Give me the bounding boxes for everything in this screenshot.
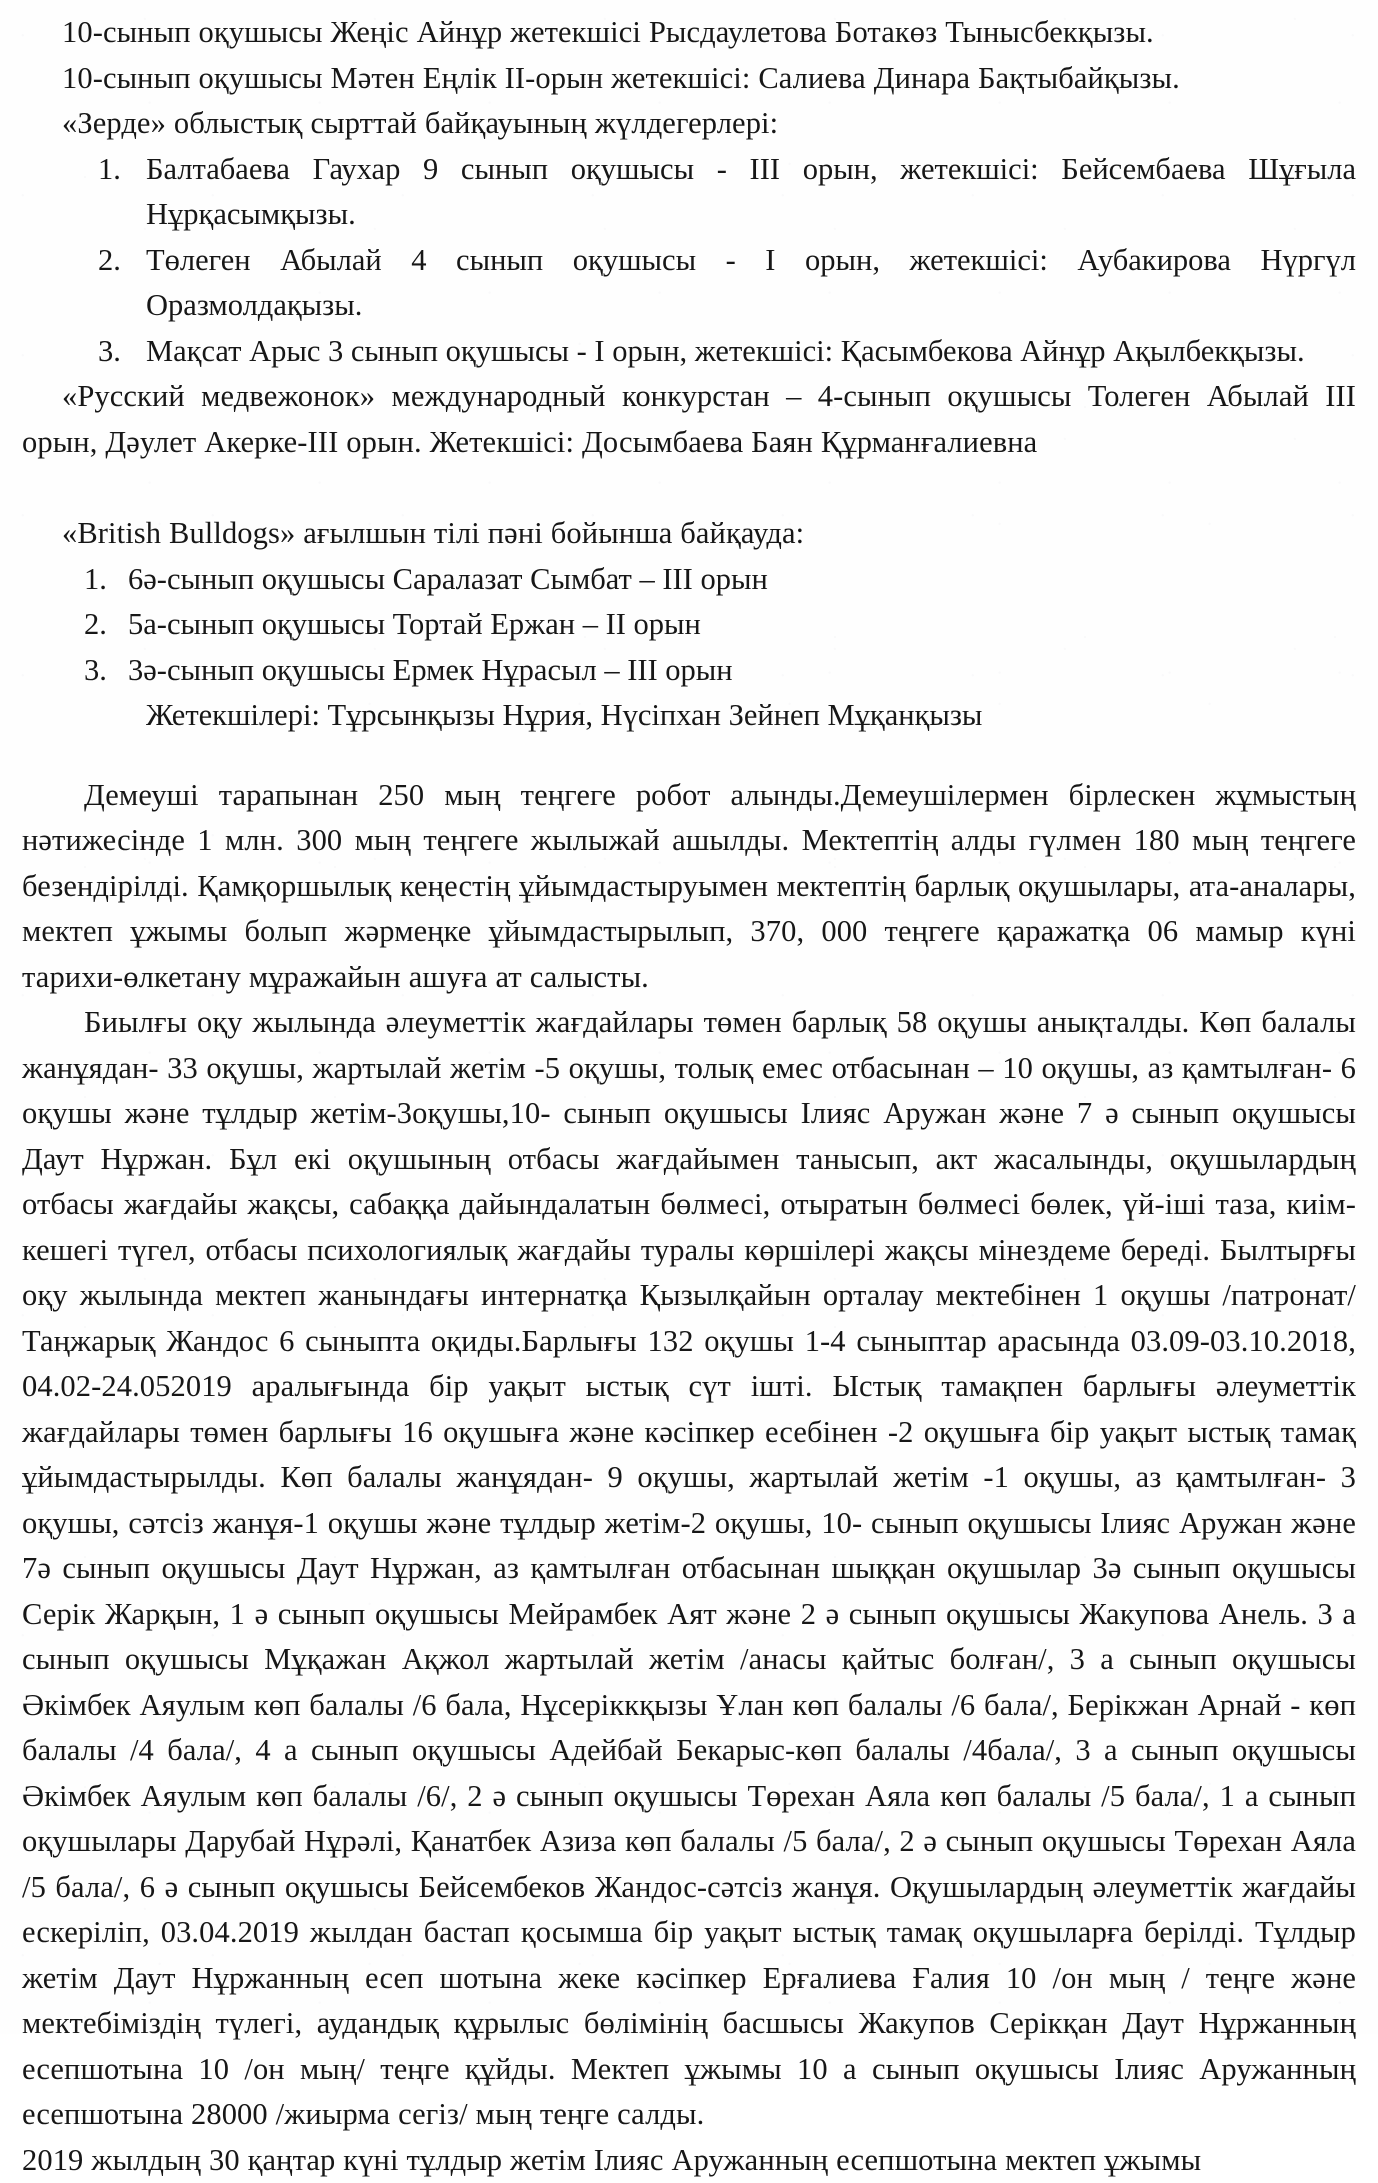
russian-bear-paragraph: «Русский медвежонок» международный конкурстан – 4-сынып оқушысы Толеген Абылай III орын, Дәулет Акерке-III орын. Жетекшісі: Досымбаева Баян Құрманғалиевна <box>22 374 1356 465</box>
list-item-text: 3ә-сынып оқушысы Ермек Нұрасыл – III орын <box>128 653 733 687</box>
list-item <box>22 238 1356 329</box>
list-item-number: 2. <box>84 602 130 648</box>
list-item-number: 2. <box>98 238 144 284</box>
header-line-2: 10-сынып оқушысы Мәтен Еңлік II-орын жетекшісі: Салиева Динара Бақтыбайқызы. <box>22 56 1356 102</box>
british-bulldogs-heading: «British Bulldogs» ағылшын тілі пәні бойынша байқауда: <box>22 511 1356 557</box>
list-item-text: 6ә-сынып оқушысы Саралазат Сымбат – III орын <box>128 562 768 596</box>
paragraph-last-cut-off: 2019 жылдың 30 қаңтар күні тұлдыр жетім Ілияс Аружанның есепшотына мектеп ұжымы <box>22 2138 1356 2183</box>
list-item-number: 1. <box>98 147 144 193</box>
section-spacer <box>22 739 1356 773</box>
zerde-heading: «Зерде» облыстық сырттай байқауының жүлдегерлері: <box>22 101 1356 147</box>
list-item-number: 3. <box>84 648 130 694</box>
british-bulldogs-supervisors: Жетекшілері: Тұрсынқызы Нұрия, Нүсіпхан Зейнеп Мұқанқызы <box>22 693 1356 739</box>
list-item <box>22 602 1356 648</box>
list-item-text: Балтабаева Гаухар 9 сынып оқушысы - III орын, жетекшісі: Бейсембаева Шұғыла Нұрқасымқызы. <box>146 152 1356 232</box>
list-item <box>22 147 1356 238</box>
header-line-1: 10-сынып оқушысы Жеңіс Айнұр жетекшісі Рысдаулетова Ботакөз Тынысбекқызы. <box>22 10 1356 56</box>
zerde-winners-list <box>22 147 1356 375</box>
list-item-number: 1. <box>84 557 130 603</box>
list-item <box>22 557 1356 603</box>
list-item <box>22 648 1356 694</box>
list-item-number: 3. <box>98 329 144 375</box>
list-item-text: Мақсат Арыс 3 сынып оқушысы - I орын, жетекшісі: Қасымбекова Айнұр Ақылбекқызы. <box>146 334 1305 368</box>
section-spacer <box>22 465 1356 511</box>
british-bulldogs-list <box>22 557 1356 694</box>
list-item <box>22 329 1356 375</box>
list-item-text: 5а-сынып оқушысы Тортай Ержан – II орын <box>128 607 701 641</box>
paragraph-sponsor: Демеуші тарапынан 250 мың теңгеге робот алынды.Демеушілермен бірлескен жұмыстың нәтижесінде 1 млн. 300 мың теңгеге жылыжай ашылды. Мектептің алды гүлмен 180 мың теңгеге безендірілді. Қамқоршылық кеңестің ұйымдастыруымен мектептің барлық оқушылары, ата-аналары, мектеп ұжымы болып жәрмеңке ұйымдастырылып, 370, 000 теңгеге қаражатқа 06 мамыр күні тарихи-өлкетану мұражайын ашуға ат салысты. <box>22 773 1356 1001</box>
list-item-text: Төлеген Абылай 4 сынып оқушысы - I орын, жетекшісі: Аубакирова Нүргүл Оразмолдақызы. <box>146 243 1356 323</box>
paragraph-social-conditions: Биылғы оқу жылында әлеуметтік жағдайлары төмен барлық 58 оқушы анықталды. Көп балалы жанұядан- 33 оқушы, жартылай жетім -5 оқушы, толық емес отбасынан – 10 оқушы, аз қамтылған- 6 оқушы және тұлдыр жетім-3оқушы,10- сынып оқушысы Ілияс Аружан және 7 ә сынып оқушысы Даут Нұржан. Бұл екі оқушының отбасы жағдайымен танысып, акт жасалынды, оқушылардың отбасы жағдайы жақсы, сабаққа дайындалатын бөлмесі, отыратын бөлмесі бөлек, үй-іші таза, киім-кешегі түгел, отбасы психологиялық жағдайы туралы көршілері жақсы мінездеме береді. Былтырғы оқу жылында мектеп жанындағы интернатқа Қызылқайын орталау мектебінен 1 оқушы /патронат/ Таңжарық Жандос 6 сыныпта оқиды.Барлығы 132 оқушы 1-4 сыныптар арасында 03.09-03.10.2018, 04.02-24.052019 аралығында бір уақыт ыстық сүт ішті. Ыстық тамақпен барлығы әлеуметтік жағдайлары төмен барлығы 16 оқушыға және кәсіпкер есебінен -2 оқушыға бір уақыт ыстық тамақ ұйымдастырылды. Көп балалы жанұядан- 9 оқушы, жартылай жетім -1 оқушы, аз қамтылған- 3 оқушы, сәтсіз жанұя-1 оқушы және тұлдыр жетім-2 оқушы, 10- сынып оқушысы Ілияс Аружан және 7ә сынып оқушысы Даут Нұржан, аз қамтылған отбасынан шыққан оқушылар 3ә сынып оқушысы Серік Жарқын, 1 ә сынып оқушысы Мейрамбек Аят және 2 ә сынып оқушысы Жакупова Анель. 3 а сынып оқушысы Мұқажан Ақжол жартылай жетім /анасы қайтыс болған/, 3 а сынып оқушысы Әкімбек Аяулым көп балалы /6 бала, Нұсеріккқызы Ұлан көп балалы /6 бала/, Берікжан Арнай - көп балалы /4 бала/, 4 а сынып оқушысы Адейбай Бекарыс-көп балалы /4бала/, 3 а сынып оқушысы Әкімбек Аяулым көп балалы /6/, 2 ә сынып оқушысы Төрехан Аяла көп балалы /5 бала/, 1 а сынып оқушылары Дарубай Нұрәлі, Қанатбек Азиза көп балалы /5 бала/, 2 ә сынып оқушысы Төрехан Аяла /5 бала/, 6 ә сынып оқушысы Бейсембеков Жандос-сәтсіз жанұя. Оқушылардың әлеуметтік жағдайы ескеріліп, 03.04.2019 жылдан бастап қосымша бір уақыт ыстық тамақ оқушыларға берілді. Тұлдыр жетім Даут Нұржанның есеп шотына жеке кәсіпкер Ерғалиева Ғалия 10 /он мың / теңге және мектебіміздің түлегі, аудандық құрылыс бөлімінің басшысы Жакупов Серікқан Даут Нұржанның есепшотына 10 /он мың/ теңге құйды. Мектеп ұжымы 10 а сынып оқушысы Ілияс Аружанның есепшотына 28000 /жиырма сегіз/ мың теңге салды. <box>22 1000 1356 2138</box>
